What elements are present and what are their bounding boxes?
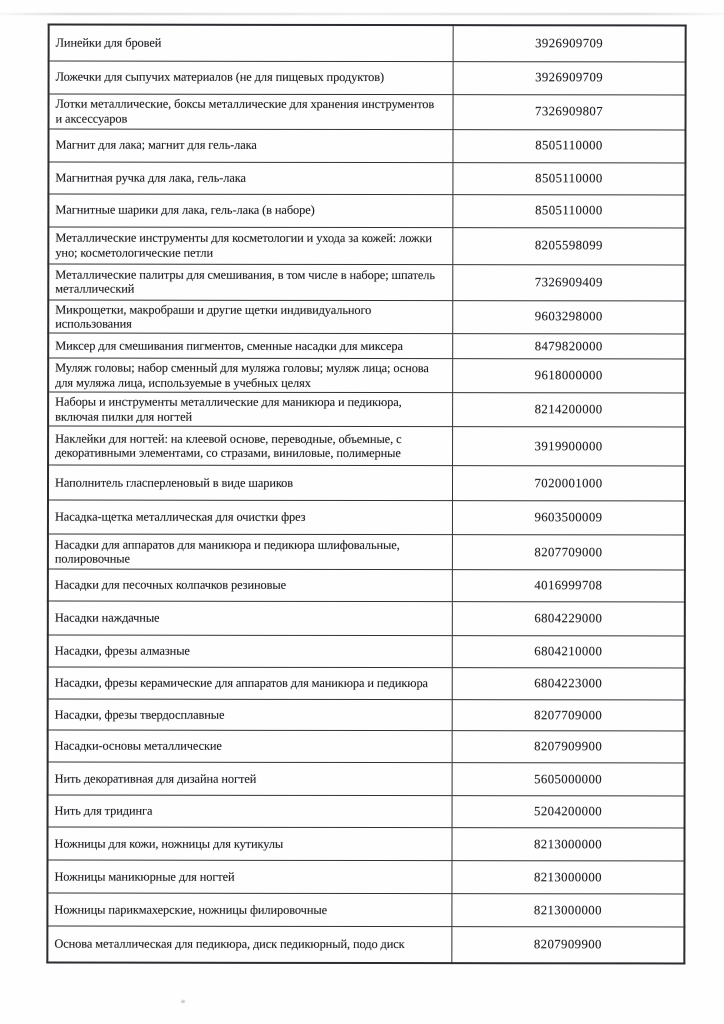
product-description-cell: Линейки для бровей [49, 25, 454, 62]
product-description-cell: Магнитная ручка для лака, гель-лака [48, 162, 453, 195]
table-row [48, 300, 685, 335]
product-description-cell: Наборы и инструменты металлические для маникюра и педикюра, включая пилки для ногтей [48, 392, 453, 427]
goods-codes-table [46, 24, 686, 964]
hs-code-cell: 4016999708 [452, 570, 685, 602]
product-description-cell: Ножницы для кожи, ножницы для кутикулы [47, 827, 452, 861]
product-description-cell: Ложечки для сыпучих материалов (не для пищевых продуктов) [49, 61, 454, 95]
table-row [48, 358, 685, 393]
product-description-cell: Насадки для песочных колпачков резиновые [48, 569, 453, 602]
hs-code-cell: 8505110000 [453, 162, 686, 194]
table-row [48, 635, 685, 668]
table-row [47, 860, 684, 894]
product-description-cell: Лотки металлические, боксы металлические для хранения инструментов и аксессуаров [49, 94, 454, 130]
goods-codes-table-body [47, 25, 685, 963]
table-row [49, 94, 686, 130]
hs-code-cell: 6804229000 [452, 602, 685, 636]
hs-code-cell: 8207909900 [452, 927, 685, 963]
table-row [47, 926, 684, 963]
product-description-cell: Металлические инструменты для косметологии и ухода за кожей: ложки уно; косметологические петли [48, 227, 453, 265]
table-row [48, 762, 685, 796]
table-row [48, 569, 685, 602]
hs-code-cell: 8479820000 [453, 334, 686, 359]
product-description-cell: Микрощетки, макробраши и другие щетки индивидуального использования [48, 300, 453, 334]
table-row [48, 601, 685, 636]
product-description-cell: Насадки, фрезы алмазные [48, 635, 453, 668]
product-description-cell: Ножницы парикмахерские, ножницы филировочные [47, 893, 452, 927]
hs-code-cell: 8213000000 [452, 828, 685, 861]
product-description-cell: Основа металлическая для педикюра, диск педикюрный, подо диск [47, 926, 452, 963]
product-description-cell: Магнит для лака; магнит для гель-лака [48, 129, 453, 163]
hs-code-cell: 8207709000 [452, 535, 685, 570]
product-description-cell: Нить декоративная для дизайна ногтей [48, 762, 453, 796]
hs-code-cell: 8207909900 [452, 731, 685, 763]
hs-code-cell: 9603500009 [452, 501, 685, 535]
hs-code-cell: 3926909709 [453, 25, 686, 61]
table-row [48, 534, 685, 570]
hs-code-cell: 9618000000 [453, 359, 686, 393]
hs-code-cell: 8214200000 [453, 393, 686, 427]
product-description-cell: Нить для тридинга [48, 795, 453, 828]
table-row [47, 893, 684, 927]
product-description-cell: Насадки, фрезы твердосплавные [48, 699, 453, 731]
table-row [48, 667, 685, 700]
table-row [48, 426, 685, 466]
hs-code-cell: 9603298000 [453, 300, 686, 334]
product-description-cell: Наполнитель гласперленовый в виде шариков [48, 465, 453, 501]
table-row [48, 465, 685, 501]
table-row [48, 795, 685, 828]
hs-code-cell: 5204200000 [452, 796, 685, 828]
product-description-cell: Миксер для смешивания пигментов, сменные насадки для миксера [48, 333, 453, 359]
product-description-cell: Муляж головы; набор сменный для муляжа головы; муляж лица; основа для муляжа лица, используемые в учебных целях [48, 358, 453, 392]
table-row [48, 392, 685, 427]
hs-code-cell: 7020001000 [452, 466, 685, 501]
table-row [48, 500, 685, 535]
hs-code-cell: 6804210000 [452, 636, 685, 668]
table-row [48, 730, 685, 763]
table-row [49, 25, 686, 62]
product-description-cell: Магнитные шарики для лака, гель-лака (в наборе) [48, 194, 453, 228]
hs-code-cell: 7326909807 [453, 94, 686, 129]
table-row [48, 227, 685, 265]
hs-code-cell: 8205598099 [453, 227, 686, 264]
hs-code-cell: 8505110000 [453, 194, 686, 227]
hs-code-cell: 7326909409 [453, 264, 686, 300]
product-description-cell: Насадки-основы металлические [48, 730, 453, 763]
scan-artifact-streak [0, 13, 724, 15]
table-row [47, 827, 684, 861]
hs-code-cell: 8505110000 [453, 129, 686, 162]
hs-code-cell: 8213000000 [452, 894, 685, 927]
product-description-cell: Насадки наждачные [48, 601, 453, 636]
hs-code-cell: 8207709000 [452, 700, 685, 731]
table-row [49, 61, 686, 95]
product-description-cell: Наклейки для ногтей: на клеевой основе, переводные, объемные, с декоративными элементами, со стразами, виниловые, полимерные [48, 426, 453, 466]
table-row [48, 264, 685, 301]
scan-artifact-dot [181, 1000, 185, 1003]
table-row [48, 129, 685, 163]
hs-code-cell: 8213000000 [452, 861, 685, 894]
table-row [48, 699, 685, 731]
table-row [48, 333, 685, 359]
product-description-cell: Насадки для аппаратов для маникюра и педикюра шлифовальные, полировочные [48, 534, 453, 570]
product-description-cell: Насадка-щетка металлическая для очистки фрез [48, 500, 453, 535]
product-description-cell: Насадки, фрезы керамические для аппаратов для маникюра и педикюра [48, 667, 453, 700]
table-row [48, 162, 685, 195]
hs-code-cell: 3919900000 [453, 427, 686, 466]
hs-code-cell: 6804223000 [452, 668, 685, 700]
product-description-cell: Ножницы маникюрные для ногтей [47, 860, 452, 894]
hs-code-cell: 3926909709 [453, 61, 686, 94]
table-row [48, 194, 685, 228]
product-description-cell: Металлические палитры для смешивания, в том числе в наборе; шпатель металлический [48, 264, 453, 301]
hs-code-cell: 5605000000 [452, 763, 685, 796]
